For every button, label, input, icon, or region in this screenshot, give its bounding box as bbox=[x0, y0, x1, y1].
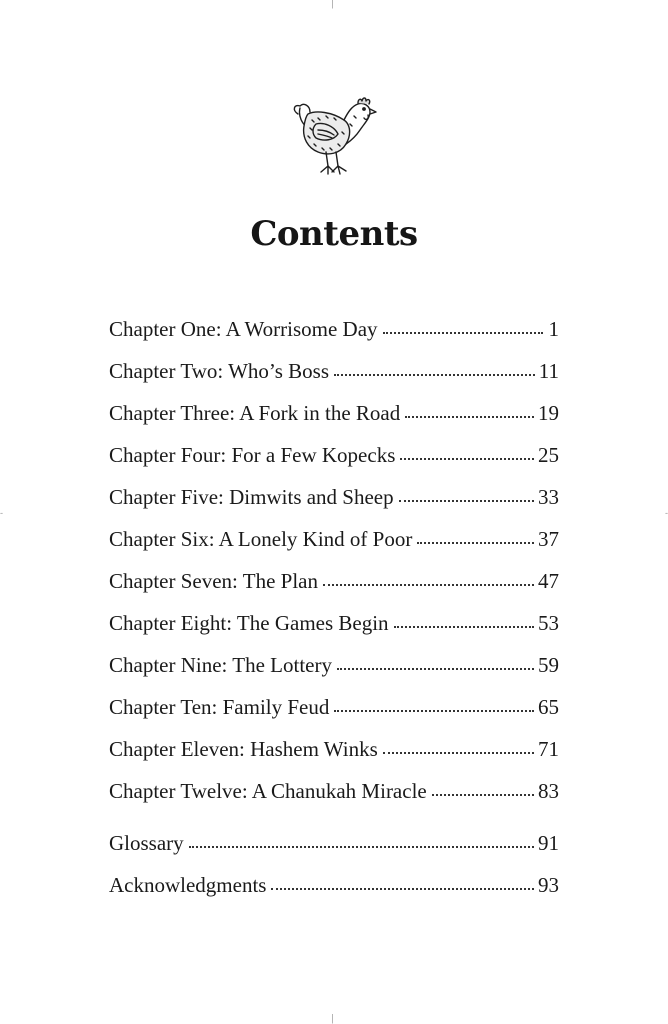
toc-entry-label: Chapter Eleven: Hashem Winks bbox=[109, 737, 378, 761]
toc-entry-page: 53 bbox=[538, 611, 559, 635]
dot-leader bbox=[383, 332, 543, 334]
toc-entry[interactable] bbox=[109, 770, 559, 812]
toc-entry-label: Chapter Five: Dimwits and Sheep bbox=[109, 485, 394, 509]
toc-entry-glossary[interactable] bbox=[109, 822, 559, 864]
toc-entry[interactable] bbox=[109, 686, 559, 728]
toc-entry-page: 93 bbox=[538, 873, 559, 897]
dot-leader bbox=[383, 752, 534, 754]
toc-entry-page: 1 bbox=[548, 317, 559, 341]
toc-entry[interactable] bbox=[109, 392, 559, 434]
crop-mark-top: | bbox=[331, 0, 335, 9]
toc-entry-page: 25 bbox=[538, 443, 559, 467]
toc-entry-label: Chapter Ten: Family Feud bbox=[109, 695, 330, 719]
dot-leader bbox=[334, 710, 534, 712]
toc-entry-page: 37 bbox=[538, 527, 559, 551]
toc-entry-page: 65 bbox=[538, 695, 559, 719]
toc-entry-label: Chapter Twelve: A Chanukah Miracle bbox=[109, 779, 427, 803]
toc-entry-page: 59 bbox=[538, 653, 559, 677]
hen-icon bbox=[288, 94, 378, 180]
dot-leader bbox=[417, 542, 534, 544]
toc-entry-page: 33 bbox=[538, 485, 559, 509]
toc-entry-label: Chapter One: A Worrisome Day bbox=[109, 317, 378, 341]
chapter-list bbox=[109, 308, 559, 812]
dot-leader bbox=[394, 626, 534, 628]
toc-entry[interactable] bbox=[109, 560, 559, 602]
toc-entry-acknowledgments[interactable] bbox=[109, 864, 559, 906]
toc-entry-label: Chapter Four: For a Few Kopecks bbox=[109, 443, 396, 467]
dot-leader bbox=[400, 458, 534, 460]
toc-entry-page: 47 bbox=[538, 569, 559, 593]
toc-entry-label: Chapter Seven: The Plan bbox=[109, 569, 318, 593]
dot-leader bbox=[323, 584, 534, 586]
dot-leader bbox=[271, 888, 534, 890]
toc-entry[interactable] bbox=[109, 350, 559, 392]
crop-mark-right: - bbox=[664, 509, 668, 519]
dot-leader bbox=[399, 500, 534, 502]
toc-entry[interactable] bbox=[109, 308, 559, 350]
toc-entry[interactable] bbox=[109, 644, 559, 686]
page-title: Contents bbox=[250, 214, 418, 254]
toc-entry-label: Chapter Eight: The Games Begin bbox=[109, 611, 389, 635]
toc-entry-page: 11 bbox=[538, 359, 559, 383]
toc-entry-label: Chapter Two: Who’s Boss bbox=[109, 359, 330, 383]
toc-entry-label: Chapter Nine: The Lottery bbox=[109, 653, 332, 677]
dot-leader bbox=[334, 374, 535, 376]
toc-entry-page: 91 bbox=[538, 831, 559, 855]
toc-entry-label: Acknowledgments bbox=[109, 873, 267, 897]
dot-leader bbox=[337, 668, 534, 670]
toc-entry-page: 71 bbox=[538, 737, 559, 761]
dot-leader bbox=[189, 846, 534, 848]
toc-entry[interactable] bbox=[109, 602, 559, 644]
toc-entry[interactable] bbox=[109, 434, 559, 476]
dot-leader bbox=[432, 794, 534, 796]
crop-mark-left: - bbox=[0, 509, 4, 519]
toc-entry-page: 19 bbox=[538, 401, 559, 425]
toc-entry-label: Chapter Three: A Fork in the Road bbox=[109, 401, 401, 425]
toc-entry[interactable] bbox=[109, 518, 559, 560]
toc-entry[interactable] bbox=[109, 476, 559, 518]
dot-leader bbox=[405, 416, 534, 418]
toc-entry[interactable] bbox=[109, 728, 559, 770]
toc-entry-page: 83 bbox=[538, 779, 559, 803]
toc-entry-label: Glossary bbox=[109, 831, 184, 855]
toc-entry-label: Chapter Six: A Lonely Kind of Poor bbox=[109, 527, 413, 551]
crop-mark-bottom: | bbox=[331, 1014, 335, 1024]
back-matter-list bbox=[109, 822, 559, 906]
